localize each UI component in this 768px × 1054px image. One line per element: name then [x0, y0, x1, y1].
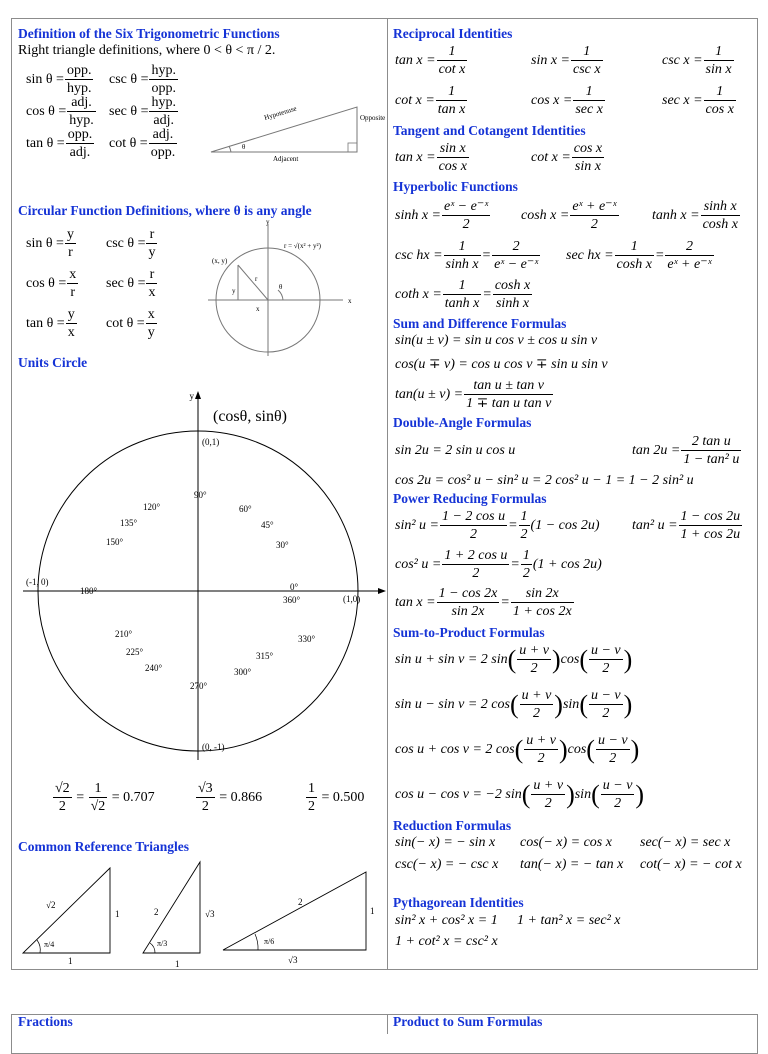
- reduction-cot: cot(− x) = − cot x: [640, 857, 742, 872]
- axis-y-label: y: [266, 218, 270, 226]
- power-cos: cos² u = $\frac{\text{1 + 2 cos u}}{2}$ = $\frac{1}{2}$ (1 + cos 2u): [395, 548, 602, 581]
- angle-270: 270°: [190, 681, 208, 691]
- reciprocal-identity: cos x = 1 sec x: [531, 84, 603, 117]
- double-sin: sin 2u = 2 sin u cos u: [395, 443, 516, 458]
- heading-circular: Circular Function Definitions, where θ is any angle: [18, 203, 312, 218]
- angle-30: 30°: [276, 540, 289, 550]
- angle-330: 330°: [298, 634, 316, 644]
- svg-text:2: 2: [154, 907, 159, 917]
- angle-90: 90°: [194, 490, 207, 500]
- pythag-1: sin² x + cos² x = 1: [395, 913, 498, 928]
- hyperbolic-function: cosh x = $\frac{\text{eˣ + e⁻ˣ}}{2}$: [521, 199, 617, 232]
- unit-axis-y: y: [189, 391, 194, 401]
- angle-315: 315°: [256, 651, 274, 661]
- reduction-sin: sin(− x) = − sin x: [395, 835, 496, 850]
- double-cos: cos 2u = cos² u − sin² u = 2 cos² u − 1 = 1 − 2 sin² u: [395, 473, 694, 488]
- column-divider: [387, 18, 388, 970]
- definition-row-b: sec θ = hyp. adj.: [109, 95, 176, 128]
- sum-to-product-formula: cos u + cos v = 2 cos ( u + v 2 ) cos ( u − v 2 ): [395, 733, 640, 766]
- svg-text:2: 2: [298, 897, 303, 907]
- sum-diff-sin: sin(u ± v) = sin u cos v ± cos u sin v: [395, 333, 598, 348]
- point-label: (x, y): [212, 257, 228, 265]
- circular-row-a: sin θ = $\frac{y}{r}$: [26, 227, 74, 260]
- heading-reference-triangles: Common Reference Triangles: [18, 839, 189, 854]
- angle-225: 225°: [126, 647, 144, 657]
- heading-sum-to-product: Sum-to-Product Formulas: [393, 625, 545, 640]
- y-label: y: [232, 287, 236, 295]
- hyperbolic-function: csc hx = $\frac{1}{\text{sinh x}}$ = $\frac{2}{\text{eˣ − e⁻ˣ}}$: [395, 239, 539, 272]
- svg-text:√2: √2: [46, 900, 56, 910]
- angle-0: 0°: [290, 582, 299, 592]
- svg-text:π/6: π/6: [264, 937, 275, 946]
- definition-row-a: sin θ = opp. hyp.: [26, 63, 92, 96]
- heading-hyperbolic: Hyperbolic Functions: [393, 179, 518, 194]
- r-label: r: [255, 275, 258, 283]
- reference-triangles-diagram: [18, 860, 386, 970]
- heading-tangent: Tangent and Cotangent Identities: [393, 123, 586, 138]
- reduction-cos: cos(− x) = cos x: [520, 835, 612, 850]
- sum-diff-cos: cos(u ∓ v) = cos u cos v ∓ sin u sin v: [395, 357, 608, 372]
- reciprocal-identity: tan x = $\frac{1}{\text{cot x}}$: [395, 44, 466, 77]
- power-tan: tan² u = $\frac{1 - \cos 2u}{1 + \cos 2u}$: [632, 509, 741, 542]
- angle-135: 135°: [120, 518, 138, 528]
- point-0-1: (0,1): [202, 437, 220, 447]
- power-tan-x: tan x = $\frac{1 - \cos 2x}{\sin 2x}$ = $\frac{\sin 2x}{1 + \cos 2x}$: [395, 586, 572, 619]
- x-label: x: [256, 305, 260, 313]
- definitions-subtitle: Right triangle definitions, where 0 < θ < π / 2.: [18, 43, 276, 58]
- reciprocal-identity: sec x = $\frac{1}{\text{cos x}}$: [662, 84, 734, 117]
- sum-to-product-formula: cos u − cos v = −2 sin ( u + v 2 ) sin ( u − v 2 ): [395, 778, 645, 811]
- heading-fractions: Fractions: [18, 1014, 73, 1029]
- formula-sheet-page-2: [11, 1014, 758, 1054]
- heading-power-reducing: Power Reducing Formulas: [393, 491, 547, 506]
- sum-to-product-formula: sin u − sin v = 2 cos ( u + v 2 ) sin ( u − v 2 ): [395, 688, 633, 721]
- heading-product-to-sum: Product to Sum Formulas: [393, 1014, 543, 1029]
- svg-text:1: 1: [175, 959, 180, 969]
- definition-row-b: csc θ = hyp. opp.: [109, 63, 176, 96]
- circular-row-b: sec θ = $\frac{r}{x}$: [106, 267, 156, 300]
- definition-row-b: cot θ = adj. opp.: [109, 127, 176, 160]
- heading-sum-difference: Sum and Difference Formulas: [393, 316, 567, 331]
- reciprocal-identity: cot x = $\frac{1}{\text{tan x}}$: [395, 84, 466, 117]
- hypotenuse-label: Hypotenuse: [263, 104, 298, 122]
- reduction-sec: sec(− x) = sec x: [640, 835, 731, 850]
- pythag-2: 1 + tan² x = sec² x: [517, 913, 621, 928]
- svg-text:π/4: π/4: [44, 940, 55, 949]
- definition-row-a: cos θ = adj. hyp.: [26, 95, 94, 128]
- svg-text:π/3: π/3: [157, 939, 168, 948]
- value-sqrt2-over-2: $\frac{√2}{2}$ = $\frac{1}{√2}$ = 0.707: [55, 781, 155, 814]
- pythag-3: 1 + cot² x = csc² x: [395, 934, 498, 949]
- theta-label-2: θ: [279, 283, 283, 291]
- svg-text:1: 1: [115, 909, 120, 919]
- hyperbolic-function: sinh x = $\frac{\text{eˣ − e⁻ˣ}}{2}$: [395, 199, 489, 232]
- angle-240: 240°: [145, 663, 163, 673]
- heading-reciprocal: Reciprocal Identities: [393, 26, 513, 41]
- power-sin: sin² u = $\frac{\text{1 − 2 cos u}}{2}$ = $\frac{1}{2}$ (1 − cos 2u): [395, 509, 600, 542]
- svg-text:√3: √3: [288, 955, 298, 965]
- tangent-identity: cot x = $\frac{\text{cos x}}{\text{sin x}}$: [531, 141, 603, 174]
- svg-text:1: 1: [68, 956, 73, 966]
- angle-150: 150°: [106, 537, 124, 547]
- unit-circle-caption: (cosθ, sinθ): [213, 408, 287, 425]
- column-divider-2: [387, 1014, 388, 1034]
- point-0-neg1: (0, -1): [202, 742, 225, 752]
- reduction-csc: csc(− x) = − csc x: [395, 857, 499, 872]
- angle-60: 60°: [239, 504, 252, 514]
- circular-definition-diagram: [208, 218, 368, 358]
- angle-180: 180°: [80, 586, 98, 596]
- axis-x-label: x: [348, 297, 352, 305]
- angle-210: 210°: [115, 629, 133, 639]
- tangent-identity: tan x = $\frac{\text{sin x}}{\text{cos x}}$: [395, 141, 467, 174]
- right-triangle-diagram: [205, 95, 385, 165]
- hyperbolic-function: tanh x = $\frac{\text{sinh x}}{\text{cosh x}}$: [652, 199, 738, 232]
- circular-row-a: cos θ = $\frac{x}{r}$: [26, 267, 77, 300]
- sum-diff-tan: tan(u ± v) = $\frac{\text{tan u ± tan v}}{\text{1 ∓ tan u tan v}}$: [395, 378, 552, 411]
- angle-120: 120°: [143, 502, 161, 512]
- heading-definitions: Definition of the Six Trigonometric Functions: [18, 26, 280, 41]
- theta-label: θ: [242, 143, 246, 151]
- angle-45: 45°: [261, 520, 274, 530]
- svg-text:√3: √3: [205, 909, 215, 919]
- radius-formula-label: r = √(x² + y²): [284, 242, 321, 250]
- hyperbolic-function: sec hx = $\frac{1}{\text{cosh x}}$ = $\frac{2}{\text{eˣ + e⁻ˣ}}$: [566, 239, 712, 272]
- heading-pythagorean: Pythagorean Identities: [393, 895, 524, 910]
- heading-double-angle: Double-Angle Formulas: [393, 415, 532, 430]
- hyperbolic-function: coth x = $\frac{1}{\text{tanh x}}$ = $\frac{\text{cosh x}}{\text{sinh x}}$: [395, 278, 531, 311]
- reciprocal-identity: csc x = $\frac{1}{\text{sin x}}$: [662, 44, 732, 77]
- svg-text:1: 1: [370, 906, 375, 916]
- circular-row-a: tan θ = $\frac{y}{x}$: [26, 307, 75, 340]
- double-tan: tan 2u = $\frac{\text{2 tan u}}{\text{1 − tan² u}}$: [632, 434, 740, 467]
- unit-circle-diagram: [18, 385, 386, 765]
- reciprocal-identity: sin x = 1 csc x: [531, 44, 601, 77]
- circular-row-b: csc θ = $\frac{r}{y}$: [106, 227, 156, 260]
- angle-300: 300°: [234, 667, 252, 677]
- point-1-0: (1,0): [343, 594, 361, 604]
- adjacent-label: Adjacent: [273, 155, 299, 163]
- definition-row-a: tan θ = opp. adj.: [26, 127, 93, 160]
- point-neg1-0: (-1, 0): [26, 577, 49, 587]
- opposite-label: Opposite: [360, 114, 386, 122]
- angle-360: 360°: [283, 595, 301, 605]
- heading-reduction: Reduction Formulas: [393, 818, 512, 833]
- sum-to-product-formula: sin u + sin v = 2 sin ( u + v 2 ) cos ( u − v 2 ): [395, 643, 633, 676]
- heading-units-circle: Units Circle: [18, 355, 88, 370]
- value-sqrt3-over-2: √3 2 = 0.866: [198, 781, 263, 814]
- value-one-half: 1 2 = 0.500: [308, 781, 365, 814]
- reduction-tan: tan(− x) = − tan x: [520, 857, 624, 872]
- circular-row-b: cot θ = $\frac{x}{y}$: [106, 307, 155, 340]
